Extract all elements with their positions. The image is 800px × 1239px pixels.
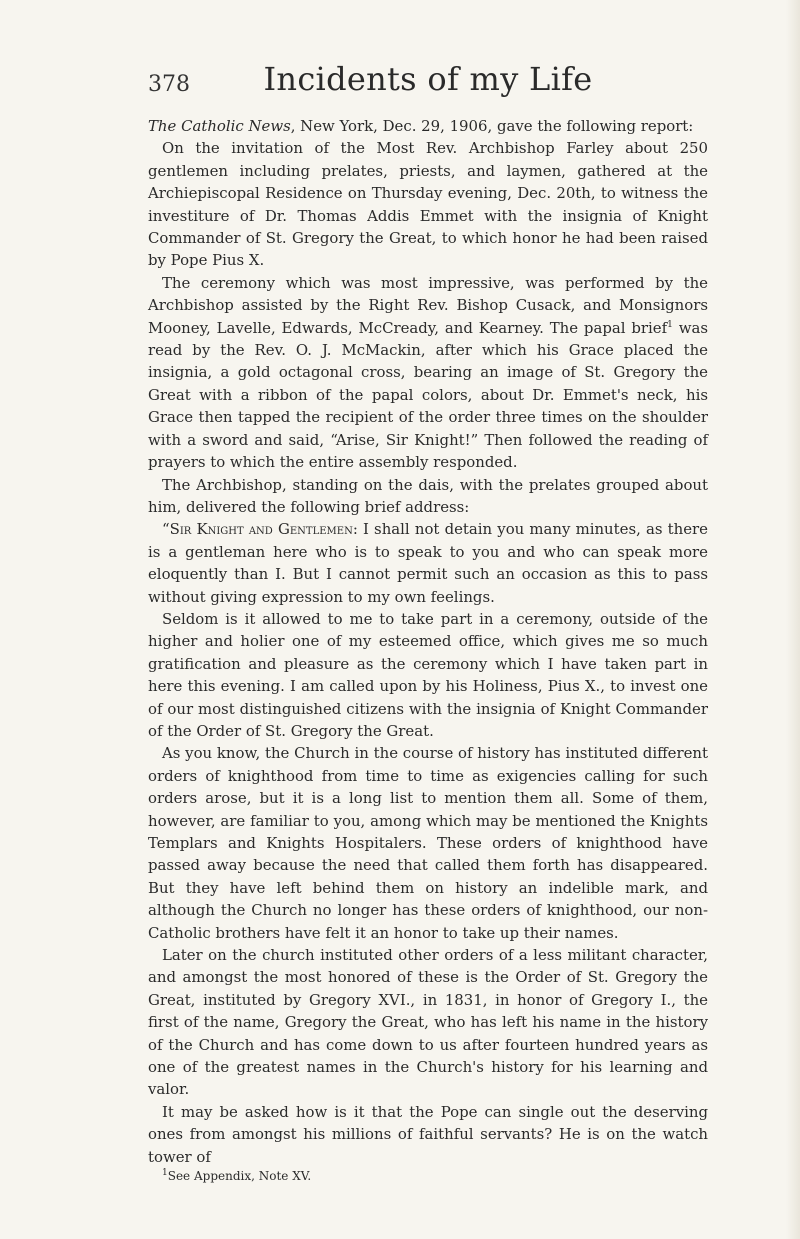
paragraph-seldom: Seldom is it allowed to me to take part in a ceremony, outside of the higher and holier one of my esteemed office, which gives me so much gratification and pleasure as the ceremony which I have taken part in here this evening. I am called upon by his Holiness, Pius X., to invest one of our most distinguished citizens with the insignia of Knight Commander of the Order of St. Gregory the Great. <box>148 609 708 740</box>
footnote <box>148 1168 708 1184</box>
page-header <box>148 60 708 100</box>
intro-rest: , New York, Dec. 29, 1906, gave the following report: <box>290 117 694 135</box>
paragraph-address-intro: The Archbishop, standing on the dais, with the prelates grouped about him, delivered the following brief address: <box>148 475 708 516</box>
page-number: 378 <box>148 72 190 97</box>
footnote-reference: 1 <box>667 319 673 330</box>
salutation-rest: : I shall not detain you many minutes, as there is a gentleman here who is to speak to you and who can speak more eloquently than I. But I cannot permit such an occasion as this to pass without giving expression to my own feelings. <box>148 520 708 606</box>
paragraph-orders-history: As you know, the Church in the course of history has instituted different orders of knighthood from time to time as exigencies calling for such orders arose, but it is a long list to mention them all. Some of them, however, are familiar to you, among which may be mentioned the Knights Templars and Knights Hospitalers. These orders of knighthood have passed away because the need that called them forth has disappeared. But they have left behind them on history an indelible mark, and although the Church no longer has these orders of knighthood, our non-Catholic brothers have felt it an honor to take up their names. <box>148 744 708 942</box>
running-title: Incidents of my Life <box>263 60 593 98</box>
body-text <box>148 115 708 1184</box>
paragraph-watch-tower: It may be asked how is it that the Pope can single out the deserving ones from amongst his millions of faithful servants? He is on the watch tower of <box>148 1102 708 1166</box>
footnote-text: See Appendix, Note XV. <box>167 1169 312 1184</box>
paragraph-ceremony <box>148 272 708 474</box>
paragraph-ceremony-part1: The ceremony which was most impressive, was performed by the Archbishop assisted by the Right Rev. Bishop Cusack, and Monsignors Mooney, Lavelle, Edwards, McCready, and Kearney. The papal brief <box>148 273 708 337</box>
intro-paragraph <box>148 115 708 137</box>
newspaper-name: The Catholic News <box>148 117 291 135</box>
paragraph-salutation <box>148 518 708 608</box>
paragraph-invitation: On the invitation of the Most Rev. Archbishop Farley about 250 gentlemen including prelates, priests, and laymen, gathered at the Archiepiscopal Residence on Thursday evening, Dec. 20th, to witness the investiture of Dr. Thomas Addis Emmet with the insignia of Knight Commander of St. Gregory the Great, to which honor he had been raised by Pope Pius X. <box>148 139 708 270</box>
paragraph-order-st-gregory: Later on the church instituted other orders of a less militant character, and amongst the most honored of these is the Order of St. Gregory the Great, instituted by Gregory XVI., in 1831, in honor of Gregory I., the first of the name, Gregory the Great, who has left his name in the history of the Church and has come down to us after fourteen hundred years as one of the greatest names in the Church's history for his learning and valor. <box>148 946 708 1099</box>
salutation: “Sir Knight and Gentlemen <box>162 520 353 539</box>
paragraph-ceremony-part2: was read by the Rev. O. J. McMackin, after which his Grace placed the insignia, a gold octagonal cross, bearing an image of St. Gregory the Great with a ribbon of the papal colors, about Dr. Emmet's neck, his Grace then tapped the recipient of the order three times on the shoulder with a sword and said, “Arise, Sir Knight!” Then followed the reading of prayers to which the entire assembly responded. <box>148 318 709 472</box>
footnote-marker: 1 <box>162 1168 168 1179</box>
page-edge-shadow <box>786 0 800 1239</box>
